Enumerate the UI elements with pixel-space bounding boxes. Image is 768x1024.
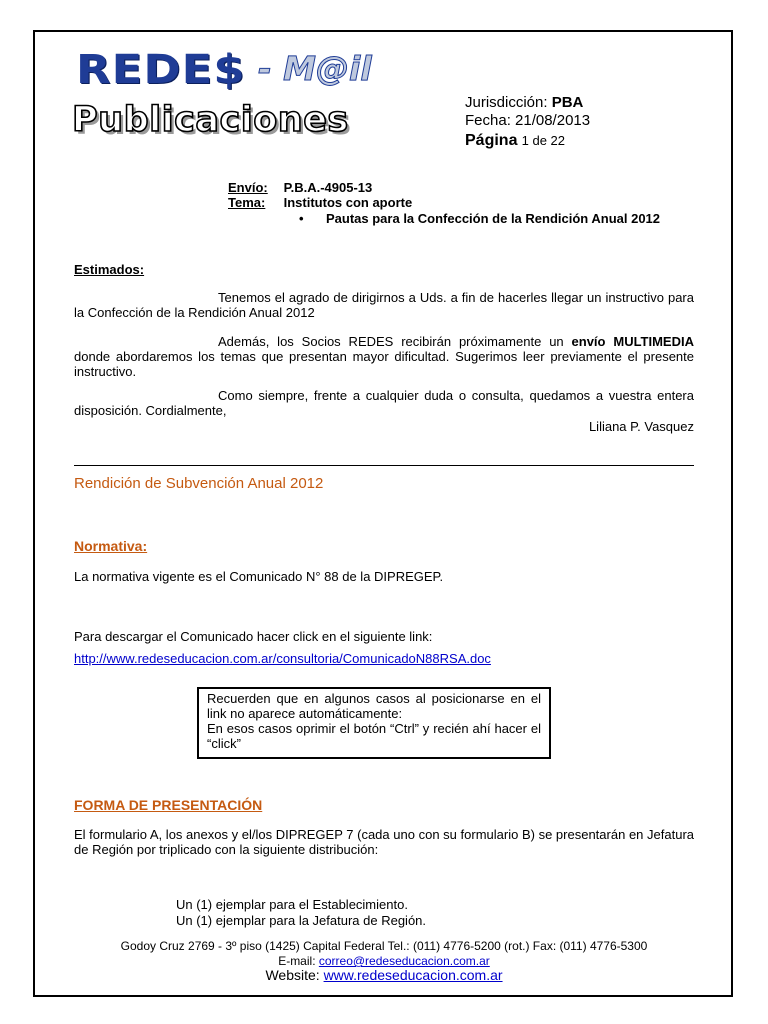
tema-label: Tema:	[228, 195, 266, 210]
paragraph-2-start: Además, los Socios REDES recibirán próximamente un	[218, 334, 572, 349]
note-line-1: Recuerden que en algunos casos al posicionarse en el link no aparece automáticamente:	[207, 691, 541, 721]
footer-email	[74, 955, 694, 967]
paragraph-3-text: Como siempre, frente a cualquier duda o consulta, quedamos a vuestra entera disposición. Cordialmente,	[74, 388, 694, 418]
footer-email-link[interactable]: correo@redeseducacion.com.ar	[318, 954, 490, 968]
footer-website	[74, 968, 694, 982]
logo-redes: REDE$	[76, 47, 246, 93]
normativa-heading: Normativa:	[74, 538, 148, 554]
paragraph-2-end: donde abordaremos los temas que presentan mayor dificultad. Sugerimos leer previamente el presente instructivo.	[74, 349, 694, 379]
tema-line	[228, 196, 412, 209]
pagina-label: Página	[465, 132, 518, 149]
divider	[74, 465, 694, 466]
envio-value: P.B.A.-4905-13	[283, 180, 373, 195]
list-item-2: Un (1) ejemplar para la Jefatura de Región.	[176, 913, 427, 928]
forma-presentacion-text: El formulario A, los anexos y el/los DIPREGEP 7 (cada uno con su formulario B) se presentarán en Jefatura de Región por triplicado con la siguiente distribución:	[74, 827, 694, 857]
jurisdiccion	[465, 95, 583, 110]
paragraph-1	[74, 290, 694, 320]
bullet-text: Pautas para la Confección de la Rendición Anual 2012	[326, 211, 661, 226]
note-line-2: En esos casos oprimir el botón “Ctrl” y recién ahí hacer el “click”	[207, 721, 541, 751]
footer-email-label: E-mail:	[278, 954, 319, 968]
section-title-rendicion: Rendición de Subvención Anual 2012	[74, 475, 324, 492]
pagina	[465, 133, 565, 149]
list-item-1: Un (1) ejemplar para el Establecimiento.	[176, 897, 408, 912]
download-link[interactable]: http://www.redeseducacion.com.ar/consultoria/ComunicadoN88RSA.doc	[74, 651, 491, 666]
tema-value: Institutos con aporte	[283, 195, 413, 210]
jurisdiccion-label: Jurisdicción:	[465, 94, 548, 111]
logo-publicaciones: Publicaciones	[72, 100, 349, 140]
paragraph-2	[74, 334, 694, 379]
envio-label: Envío:	[228, 180, 268, 195]
footer-website-label: Website:	[265, 967, 324, 983]
envio-line	[228, 181, 372, 194]
normativa-text: La normativa vigente es el Comunicado N° 88 de la DIPREGEP.	[74, 569, 444, 584]
signature: Liliana P. Vasquez	[588, 419, 694, 434]
note-box	[197, 687, 551, 759]
footer-website-link[interactable]: www.redeseducacion.com.ar	[323, 967, 503, 983]
logo-mail: - M@il	[258, 49, 372, 88]
pagina-value: 1 de 22	[521, 133, 566, 148]
paragraph-3	[74, 388, 694, 418]
download-text: Para descargar el Comunicado hacer click en el siguiente link:	[74, 629, 433, 644]
bullet-symbol: •	[299, 211, 304, 226]
fecha: Fecha: 21/08/2013	[465, 112, 591, 129]
paragraph-1-text: Tenemos el agrado de dirigirnos a Uds. a fin de hacerles llegar un instructivo para la Confección de la Rendición Anual 2012	[74, 290, 694, 320]
footer-address: Godoy Cruz 2769 - 3º piso (1425) Capital Federal Tel.: (011) 4776-5200 (rot.) Fax: (011) 4776-5300	[120, 939, 648, 953]
jurisdiccion-value: PBA	[551, 94, 584, 111]
greeting: Estimados:	[74, 262, 145, 277]
paragraph-2-bold: envío MULTIMEDIA	[571, 334, 694, 349]
forma-presentacion-heading: FORMA DE PRESENTACIÓN	[74, 797, 263, 813]
